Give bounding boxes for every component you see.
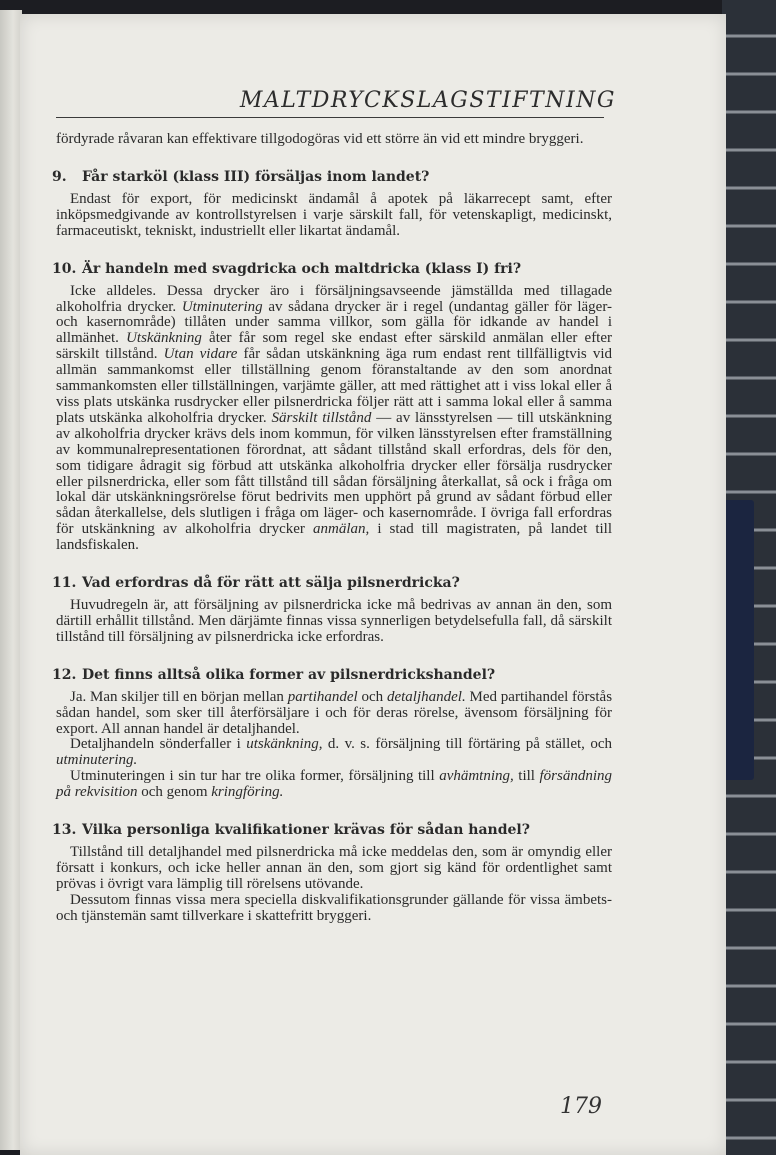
question-9 [52,168,612,186]
question-text: Det finns alltså olika former av pilsnerdrickshandel? [82,666,496,683]
question-number: 13. [52,822,77,839]
answer-13-paragraph-2: Dessutom finnas vissa mera speciella diskvalifikationsgrunder gällande för vissa ämbets- och tjänstemän samt tillverkare i skattefritt bryggeri. [56,891,612,924]
question-12 [52,666,612,684]
question-number: 9. [52,168,67,185]
answer-10-paragraph: Icke alldeles. Dessa drycker äro i försäljningsavseende jämställda med tillagade alkoholfria drycker. Utminutering av sådana drycker är i regel (undantag gäller för läger- och kasernområde) tillåten under samma villkor, som gälla för idkande av handel i allmänhet. Utskänkning åter får som regel ske endast efter särskild anmälan eller efter särskilt tillstånd. Utan vidare får sådan utskänkning äga rum endast rent tillfälligtvis vid allmän sammankomst eller tillställning genom föranstaltande av den som anordnat sammankomsten eller tillställningen, varjämte gäller, att med rättighet att i viss lokal eller å viss plats utskänka rusdrycker eller pilsnerdricka följer rätt att i samma lokal eller å samma plats utskänka alkoholfria drycker. Särskilt tillstånd — av länsstyrelsen — till utskänkning av alkoholfria drycker krävs dels inom kommun, för vilken länsstyrelsen efter framställning av kommunalrepresentationen förordnat, att sådant tillstånd skall erfordras, dels för den, som tidigare ådragit sig förbud att utskänka alkoholfria drycker eller försälja rusdrycker eller pilsnerdricka, eller som fått tillstånd till sådan försäljning återkallat, så ock i fråga om lokal där utskänkningsrörelse förut bedrivits men upphört på grund av sådant förbud eller sådan återkallelse, dels slutligen i fråga om läger- och kasernområde. I övriga fall erfordras för utskänkning av alkoholfria drycker anmälan, i stad till magistraten, på landet till landsfiskalen. [56,282,613,554]
question-11 [52,574,612,592]
header-rule [56,117,604,118]
binder-ribbon [722,500,754,780]
answer-12-paragraph-3: Utminuteringen i sin tur har tre olika former, försäljning till avhämtning, till försändning på rekvisition och genom kringföring. [56,768,613,801]
page-content [52,131,613,925]
answer-13-paragraph-1: Tillstånd till detaljhandel med pilsnerdricka må icke meddelas den, som är omyndig eller försatt i konkurs, och icke heller annan än den, som gjort sig känd för ordentlighet samt prövas i övrigt vara lämplig till rörelsens utövande. [56,844,612,892]
running-head: MALTDRYCKSLAGSTIFTNING [239,88,616,113]
question-text: Är handeln med svagdricka och maltdricka (klass I) fri? [82,260,522,277]
intro-paragraph: fördyrade råvaran kan effektivare tillgodogöras vid ett större än vid ett mindre bryggeri. [56,131,584,147]
left-page-edge [0,10,22,1150]
answer-9-paragraph: Endast för export, för medicinskt ändamål å apotek på läkarrecept samt, efter inköpsmedgivande av kontrollstyrelsen i varje särskilt fall, för vetenskapligt, medicinskt, farmaceutiskt, tekniskt, industriellt eller likartat ändamål. [56,190,612,239]
question-number: 10. [52,260,77,277]
question-text: Vad erfordras då för rätt att sälja pilsnerdricka? [82,575,460,592]
question-10 [52,260,612,278]
page-number: 179 [560,1094,602,1119]
book-page [20,14,726,1155]
answer-12-paragraph-2: Detaljhandeln sönderfaller i utskänkning, d. v. s. försäljning till förtäring på stället, och utminutering. [56,736,613,769]
answer-12-paragraph-1: Ja. Man skiljer till en början mellan partihandel och detaljhandel. Med partihandel förstås sådan handel, som sker till återförsäljare i och för deras rörelse, ävensom försäljning för export. All annan handel är detaljhandel. [56,688,613,737]
question-number: 11. [52,575,77,592]
question-13 [52,821,612,839]
answer-11-paragraph: Huvudregeln är, att försäljning av pilsnerdricka icke må bedrivas av annan än den, som därtill erhållit tillstånd. Men därjämte finnas vissa synnerligen betydelsefulla fall, då särskilt tillstånd till försäljning av pilsnerdricka icke erfordras. [56,597,612,645]
question-text: Får starköl (klass III) försäljas inom landet? [82,168,430,185]
question-number: 12. [52,666,77,683]
question-text: Vilka personliga kvalifikationer krävas för sådan handel? [82,822,530,839]
